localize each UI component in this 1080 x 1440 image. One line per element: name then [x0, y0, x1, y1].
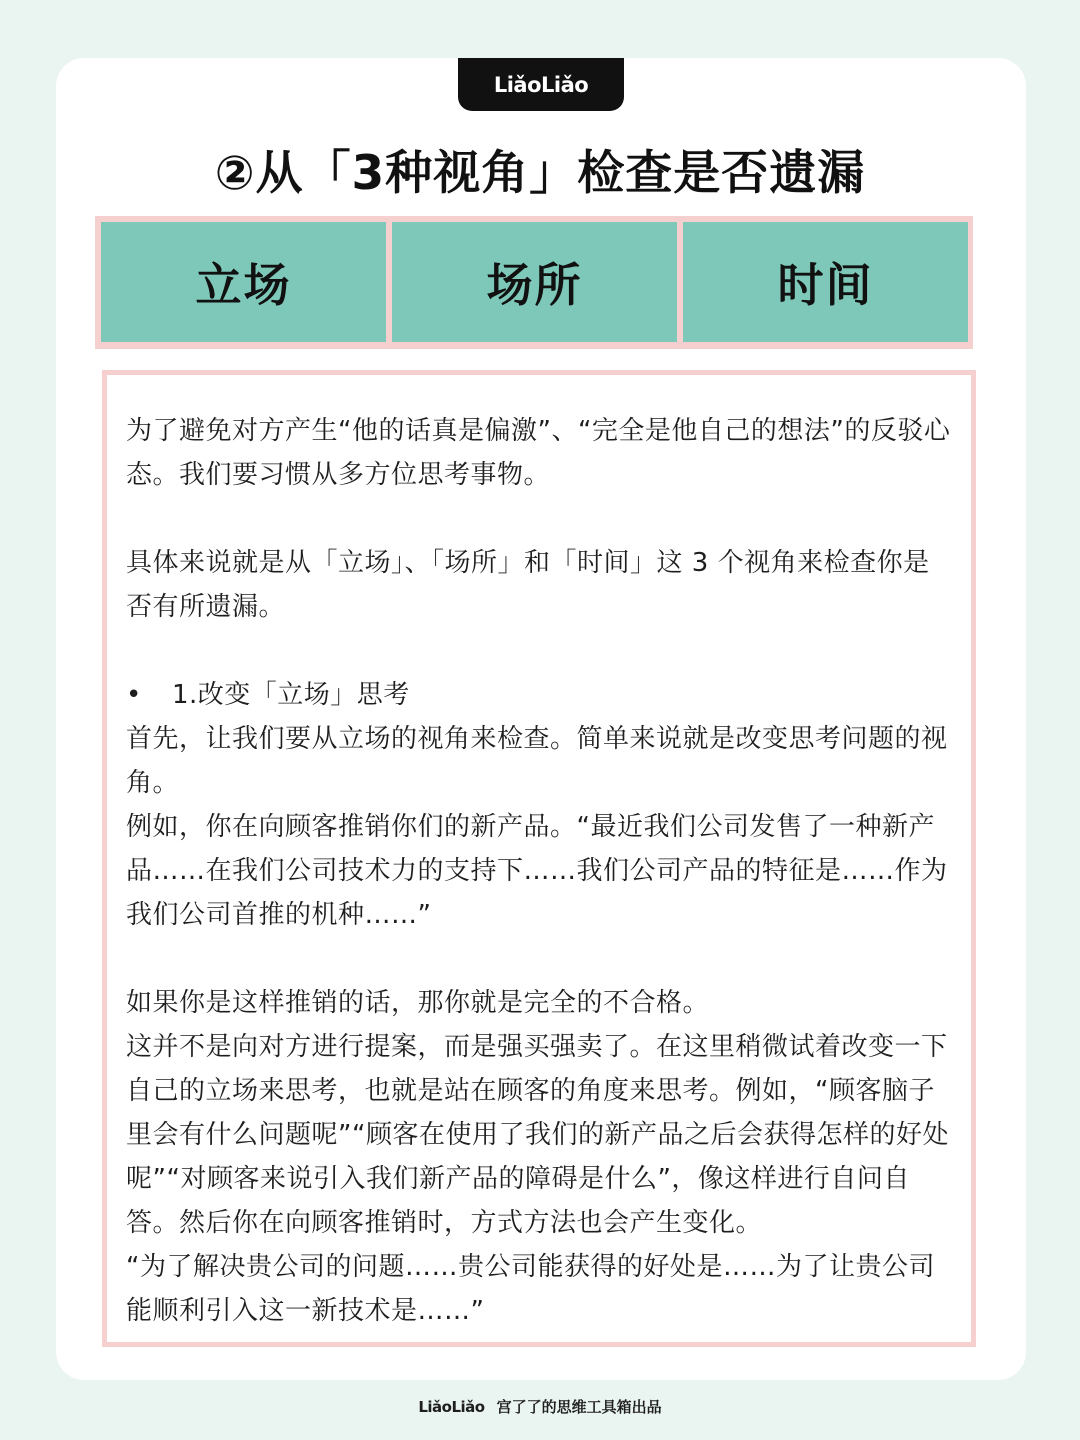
bullet-dot: • [126, 680, 142, 710]
bullet-heading [126, 673, 951, 717]
bullet-heading-text: 1.改变「立场」思考 [172, 680, 410, 710]
paragraph-explain: 这并不是向对方进行提案，而是强买强卖了。在这里稍微试着改变一下自己的立场来思考，也就是站在顾客的角度来思考。例如，“顾客脑子里会有什么问题呢”“顾客在使用了我们的新产品之后会获得怎样的好处呢”“对顾客来说引入我们新产品的障碍是什么”，像这样进行自问自答。然后你在向顾客推销时，方式方法也会产生变化。 [126, 1032, 949, 1238]
brand-logo-tab [458, 58, 624, 111]
paragraph-first: 首先，让我们要从立场的视角来检查。简单来说就是改变思考问题的视角。 [126, 724, 948, 798]
perspective-tiles [95, 216, 973, 349]
tile-time: 时间 [683, 222, 968, 342]
article-text-box [102, 370, 976, 1347]
paragraph-quote: “为了解决贵公司的问题……贵公司能获得的好处是……为了让贵公司能顺利引入这一新技术是……” [126, 1252, 935, 1326]
tile-position: 立场 [101, 222, 386, 342]
footer-logo: LiǎoLiǎo [418, 1398, 485, 1416]
paragraph-perspectives: 具体来说就是从「立场」、「场所」和「时间」这 3 个视角来检查你是否有所遗漏。 [126, 548, 930, 622]
footer [0, 1396, 1080, 1417]
paragraph-fail: 如果你是这样推销的话，那你就是完全的不合格。 [126, 988, 710, 1018]
paragraph-example: 例如，你在向顾客推销你们的新产品。“最近我们公司发售了一种新产品……在我们公司技术力的支持下……我们公司产品的特征是……作为我们公司首推的机种……” [126, 812, 948, 930]
brand-logo: LiǎoLiǎo [493, 72, 589, 97]
page-title: ②从「3种视角」检查是否遗漏 [214, 146, 866, 201]
tile-place: 场所 [392, 222, 677, 342]
paragraph-intro: 为了避免对方产生“他的话真是偏激”、“完全是他自己的想法”的反驳心态。我们要习惯从多方位思考事物。 [126, 416, 951, 490]
footer-text: 宫了了的思维工具箱出品 [496, 1398, 662, 1416]
